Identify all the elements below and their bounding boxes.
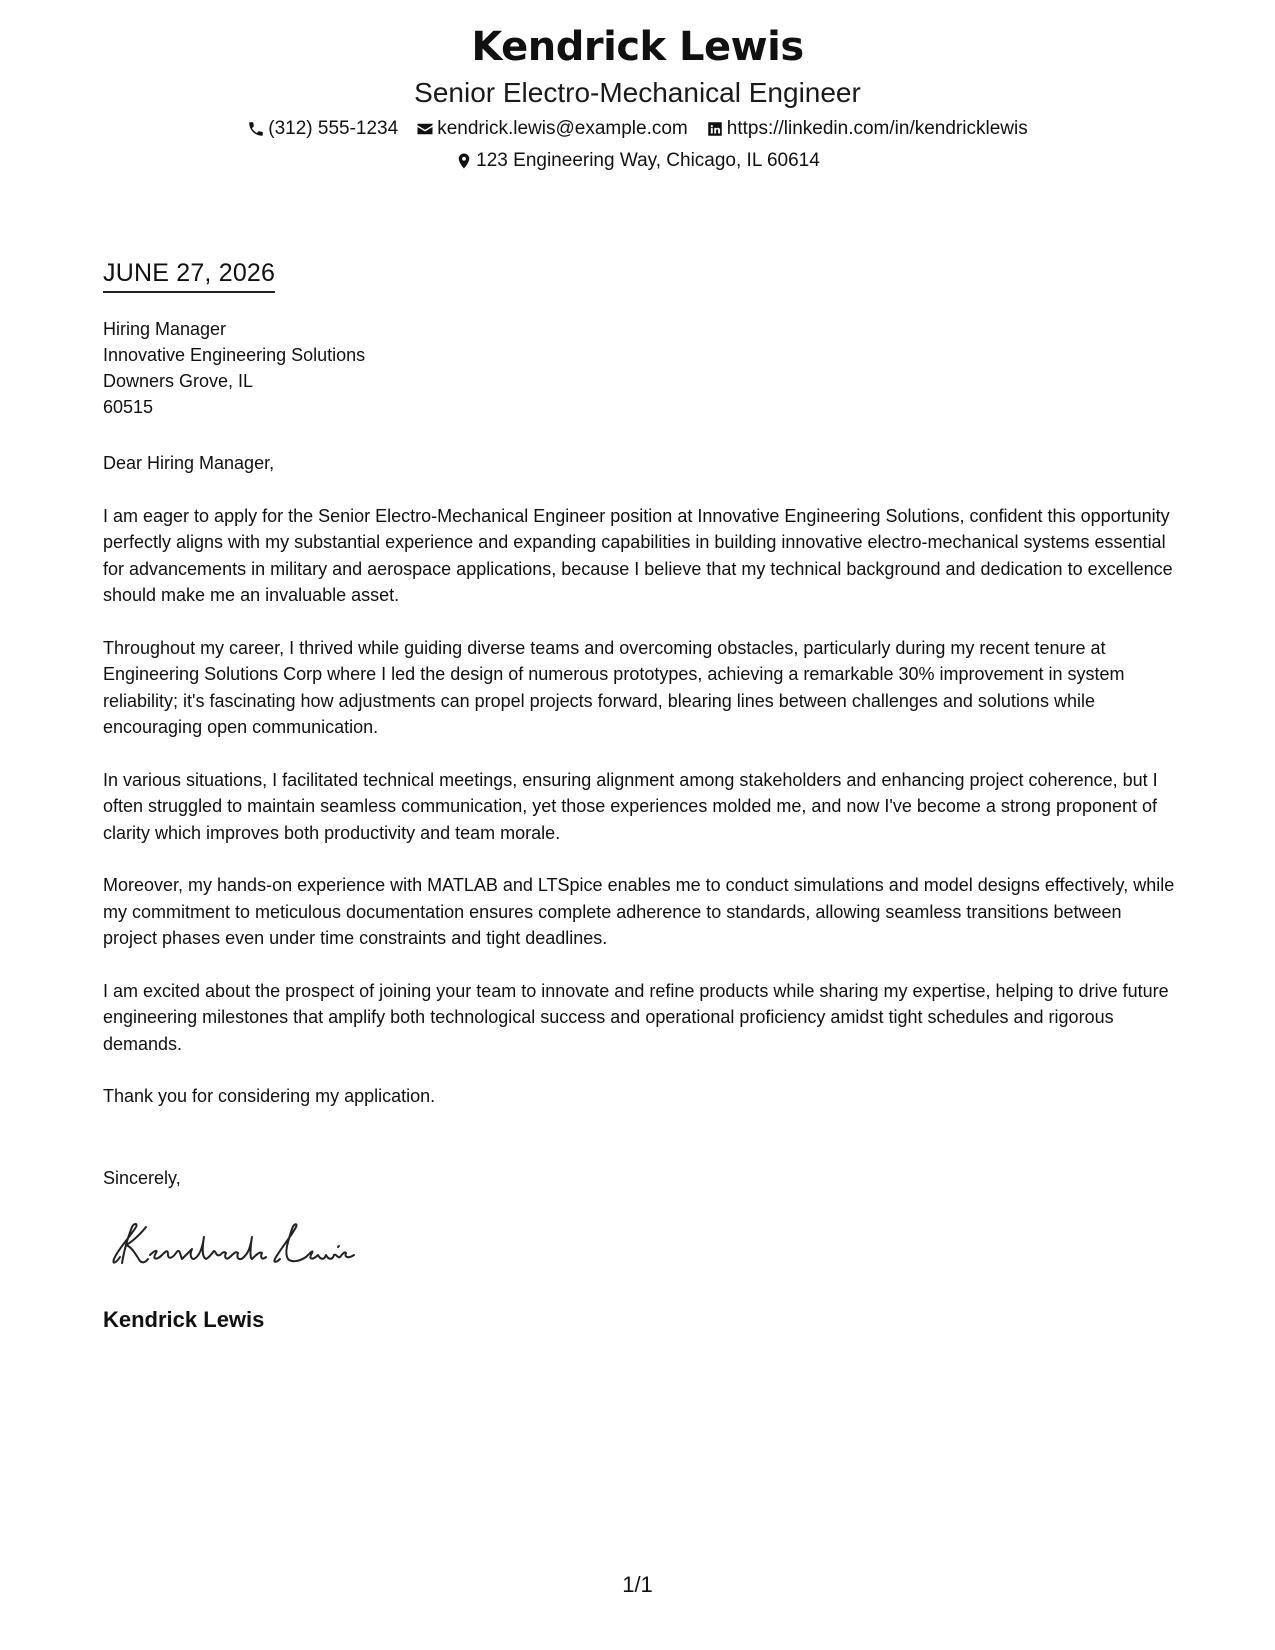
email-text[interactable]: kendrick.lewis@example.com	[437, 118, 688, 139]
letter-header	[0, 20, 1275, 176]
contact-email[interactable]	[416, 114, 688, 144]
contact-row	[0, 114, 1275, 144]
recipient-block	[103, 316, 365, 420]
recipient-line: Downers Grove, IL	[103, 371, 254, 391]
signature	[110, 1215, 360, 1275]
applicant-name: Kendrick Lewis	[471, 24, 804, 70]
paragraph: In various situations, I facilitated technical meetings, ensuring alignment among stakeholders and enhancing project coherence, but I often struggled to maintain seamless communication, yet those experiences molded me, and now I've become a strong proponent of clarity which improves both productivity and team morale.	[103, 769, 1158, 843]
contact-linkedin[interactable]	[706, 114, 1028, 144]
letter-body	[103, 450, 1178, 1136]
contact-address	[455, 146, 820, 176]
phone-text: (312) 555-1234	[268, 118, 399, 139]
address-text: 123 Engineering Way, Chicago, IL 60614	[476, 150, 820, 171]
paragraph: I am excited about the prospect of joining your team to innovate and refine products while sharing my expertise, helping to drive future engineering milestones that amplify both technological success and operational proficiency amidst tight schedules and rigorous demands.	[103, 980, 1169, 1054]
thanks-line: Thank you for considering my application.	[103, 1086, 436, 1106]
envelope-icon	[416, 120, 434, 138]
signer-name: Kendrick Lewis	[103, 1307, 265, 1332]
page-number: 1/1	[622, 1572, 653, 1597]
map-pin-icon	[455, 152, 473, 170]
contact-phone	[247, 114, 398, 144]
paragraph: Throughout my career, I thrived while guiding diverse teams and overcoming obstacles, particularly during my recent tenure at Engineering Solutions Corp where I led the design of numerous prototypes, achieving a remarkable 30% improvement in system reliability; it's fascinating how adjustments can propel projects forward, blearing lines between challenges and solutions while encouraging open communication.	[103, 637, 1125, 737]
closing: Sincerely,	[103, 1168, 181, 1188]
linkedin-icon	[706, 120, 724, 138]
phone-icon	[247, 120, 265, 138]
recipient-line: 60515	[103, 397, 154, 417]
recipient-line: Innovative Engineering Solutions	[103, 345, 366, 365]
salutation: Dear Hiring Manager,	[103, 453, 275, 473]
letter-date: JUNE 27, 2026	[103, 257, 275, 293]
paragraph: Moreover, my hands-on experience with MATLAB and LTSpice enables me to conduct simulations and model designs effectively, while my commitment to meticulous documentation ensures complete adherence to standards, allowing seamless transitions between project phases even under time constraints and tight deadlines.	[103, 875, 1175, 948]
paragraph: I am eager to apply for the Senior Electro-Mechanical Engineer position at Innovative Engineering Solutions, confident this opportunity perfectly aligns with my substantial experience and expanding capabilities in building innovative electro-mechanical systems essential for advancements in military and aerospace applications, because I believe that my technical background and dedication to excellence should make me an invaluable asset.	[103, 505, 1173, 605]
applicant-title: Senior Electro-Mechanical Engineer	[414, 77, 861, 108]
linkedin-text[interactable]: https://linkedin.com/in/kendricklewis	[726, 118, 1028, 139]
address-row	[0, 146, 1275, 176]
recipient-line: Hiring Manager	[103, 319, 227, 339]
date-block	[103, 257, 275, 293]
